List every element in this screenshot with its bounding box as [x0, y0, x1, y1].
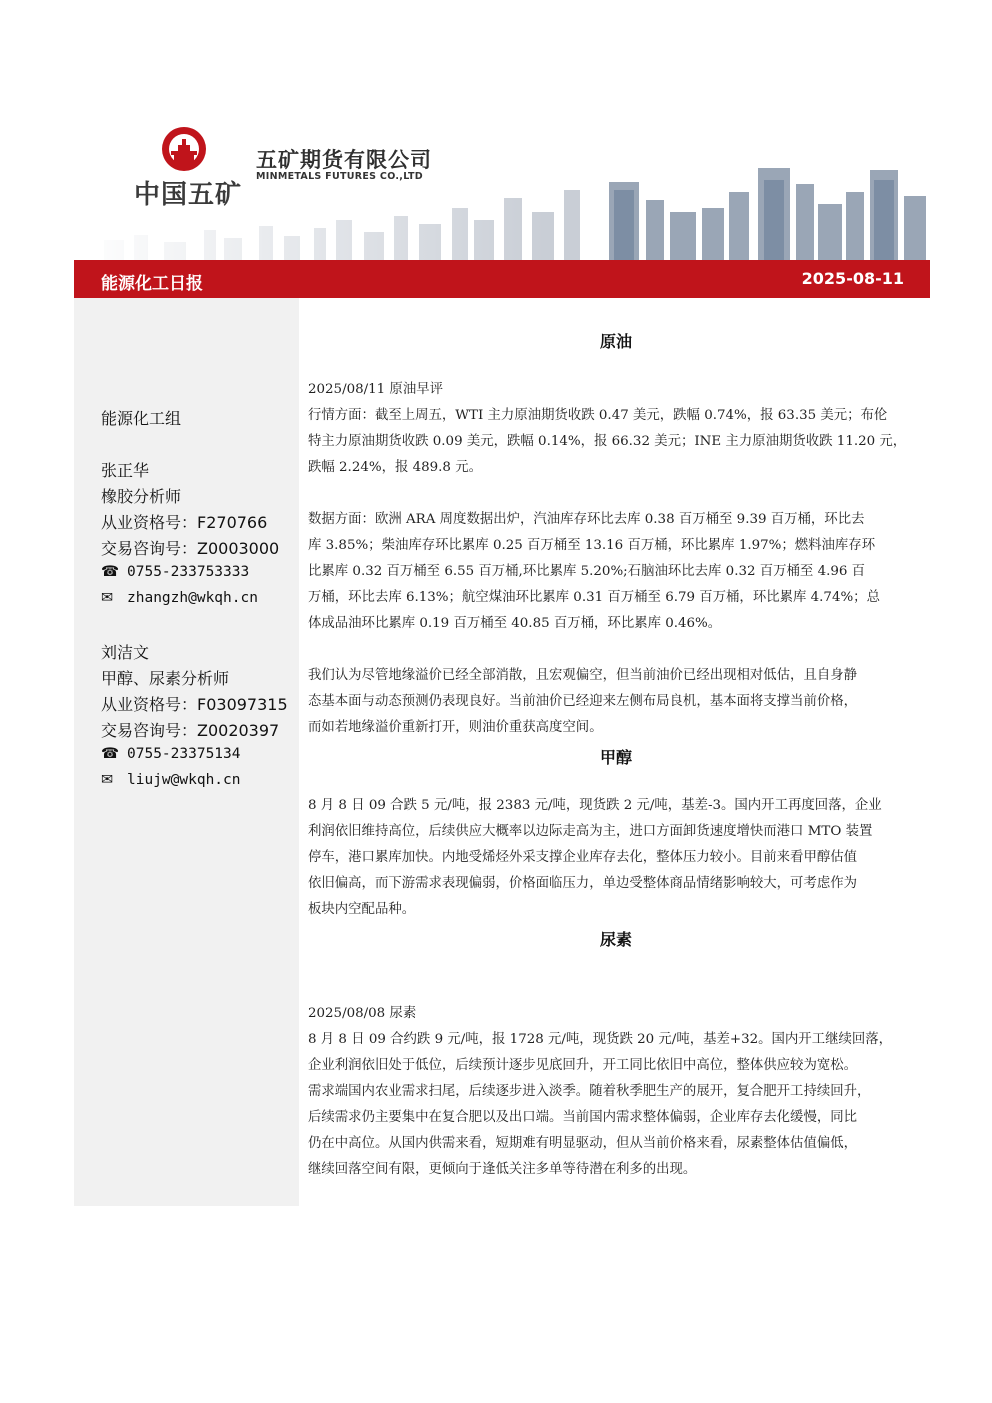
- analyst-role: 甲醇、尿素分析师: [101, 669, 230, 688]
- report-title: 能源化工日报: [101, 274, 203, 294]
- analyst-phone: 0755-233753333: [127, 564, 250, 580]
- analyst-qualification: 从业资格号：F270766: [101, 513, 268, 532]
- minmetals-logo-icon: [160, 125, 208, 173]
- phone-icon: ☎: [101, 746, 120, 762]
- logo-chinese-text: 中国五矿: [134, 180, 243, 210]
- crude-paragraph-view: 我们认为尽管地缘溢价已经全部消散，且宏观偏空，但当前油价已经出现相对低估，且自身静 态基本面与动态预测仍表现良好。当前油价已经迎来左侧布局良机，基本面将支撑当前价格， 而如若地缘溢价重新打开，则油价重获高度空间。: [308, 668, 858, 735]
- analyst-name: 刘洁文: [101, 643, 150, 662]
- analyst-role: 橡胶分析师: [101, 487, 182, 506]
- crude-heading: 2025/08/11 原油早评: [308, 382, 443, 397]
- report-title-band: [74, 260, 930, 298]
- analyst-name: 张正华: [101, 461, 150, 480]
- analyst-phone-row: [101, 564, 249, 580]
- analyst-qualification: 从业资格号：F03097315: [101, 695, 288, 714]
- urea-heading: 2025/08/08 尿素: [308, 1006, 417, 1021]
- analyst-phone-row: [101, 746, 241, 762]
- phone-icon: ☎: [101, 564, 120, 580]
- report-header: [74, 100, 932, 260]
- section-title-urea: 尿素: [599, 930, 632, 949]
- report-date: 2025-08-11: [801, 269, 904, 288]
- analyst-email-row: [101, 772, 241, 788]
- analyst-consult-number: 交易咨询号：Z0003000: [101, 539, 280, 558]
- methanol-paragraph: 8 月 8 日 09 合跌 5 元/吨，报 2383 元/吨，现货跌 2 元/吨，基差-3。国内开工再度回落，企业 利润依旧维持高位，后续供应大概率以边际走高为主，进口方面卸货速度增快而港口 MTO 装置 停车，港口累库加快。内地受烯烃外采支撑企业库存去化，整体压力较小。目前来看甲醇估值 依旧偏高，而下游需求表现偏弱，价格面临压力，单边受整体商品情绪影响较大，可考虑作为 板块内空配品种。: [308, 798, 882, 917]
- analyst-email[interactable]: liujw@wkqh.cn: [127, 772, 241, 788]
- analyst-consult-number: 交易咨询号：Z0020397: [101, 721, 280, 740]
- envelope-icon: ✉: [101, 590, 114, 606]
- urea-paragraph: 8 月 8 日 09 合约跌 9 元/吨，报 1728 元/吨，现货跌 20 元/吨，基差+32。国内开工继续回落， 企业利润依旧处于低位，后续预计逐步见底回升，开工同比依旧中高位，整体供应较为宽松。 需求端国内农业需求扫尾，后续逐步进入淡季。随着秋季肥生产的展开，复合肥开工持续回升， 后续需求仍主要集中在复合肥以及出口端。当前国内需求整体偏弱，企业库存去化缓慢，同比 仍在中高位。从国内供需来看，短期难有明显驱动，但从当前价格来看，尿素整体估值偏低， 继续回落空间有限，更倾向于逢低关注多单等待潜在利多的出现。: [308, 1032, 893, 1177]
- section-title-methanol: 甲醇: [599, 748, 632, 767]
- analyst-email-row: [101, 590, 258, 606]
- envelope-icon: ✉: [101, 772, 114, 788]
- section-title-crude: 原油: [599, 332, 632, 351]
- analyst-email[interactable]: zhangzh@wkqh.cn: [127, 590, 258, 606]
- analyst-phone: 0755-23375134: [127, 746, 241, 762]
- crude-paragraph-data: 数据方面：欧洲 ARA 周度数据出炉，汽油库存环比去库 0.38 百万桶至 9.39 百万桶，环比去 库 3.85%；柴油库存环比累库 0.25 百万桶至 13.16 百万桶，环比累库 1.97%；燃料油库存环 比累库 0.32 百万桶至 6.55 百万桶,环比累库 5.20%;石脑油环比去库 0.32 百万桶至 4.96 百 万桶，环比去库 6.13%；航空煤油环比累库 0.31 百万桶至 6.79 百万桶，环比累库 4.74%；总 体成品油环比累库 0.19 百万桶至 40.85 百万桶，环比累库 0.46%。: [308, 512, 880, 631]
- group-name: 能源化工组: [101, 409, 182, 428]
- company-name-en: MINMETALS FUTURES CO.,LTD: [256, 171, 423, 182]
- company-name-cn: 五矿期货有限公司: [256, 148, 432, 172]
- analyst-sidebar: [74, 298, 299, 1206]
- crude-paragraph-market: 行情方面：截至上周五，WTI 主力原油期货收跌 0.47 美元，跌幅 0.74%，报 63.35 美元；布伦 特主力原油期货收跌 0.09 美元，跌幅 0.14%，报 66.32 美元；INE 主力原油期货收跌 11.20 元， 跌幅 2.24%，报 489.8 元。: [308, 408, 907, 475]
